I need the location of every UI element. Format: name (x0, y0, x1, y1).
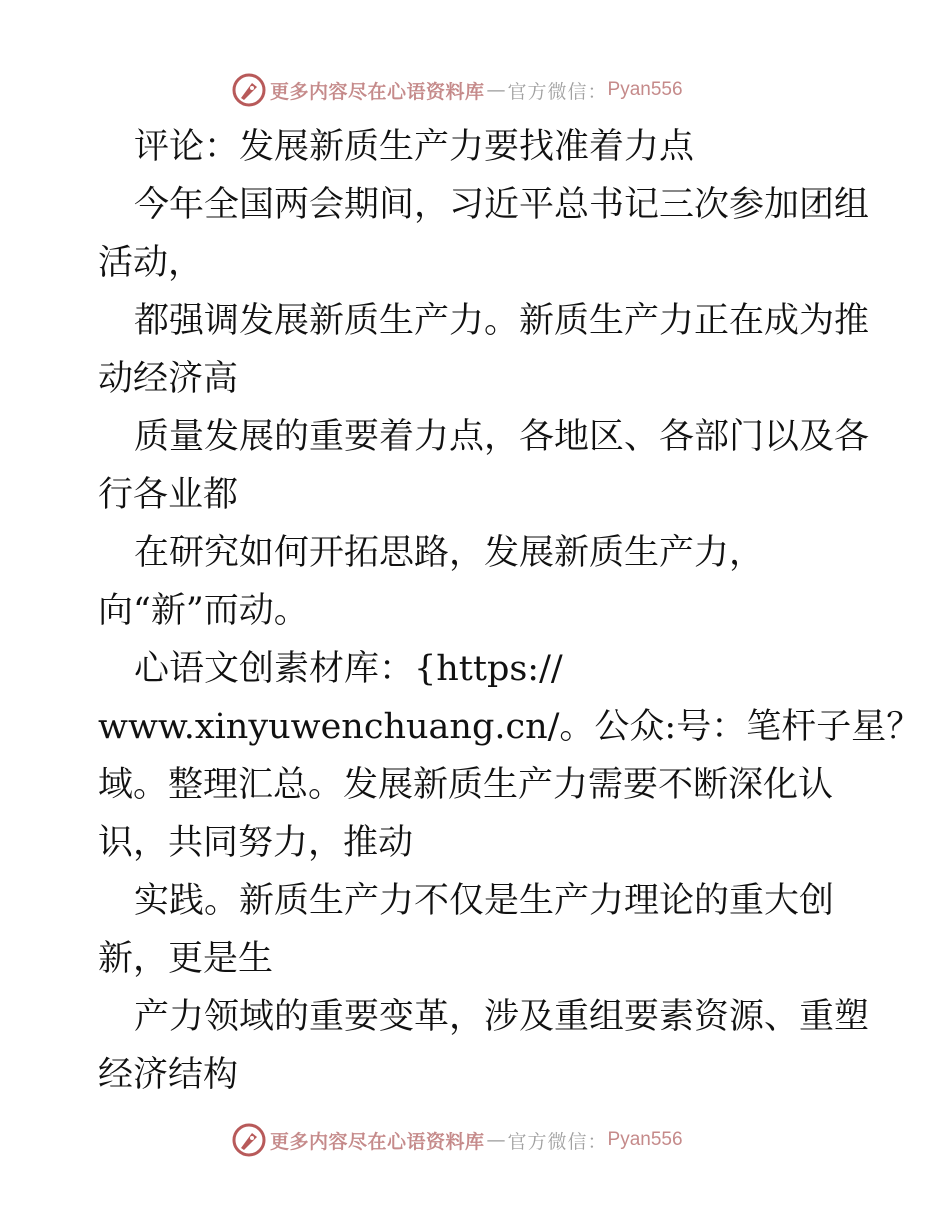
paragraph-line: 产力领域的重要变革，涉及重组要素资源、重塑 (134, 997, 870, 1037)
paragraph-line: 质量发展的重要着力点，各地区、各部门以及各 (134, 417, 870, 457)
paragraph-line: 识，共同努力，推动 (98, 823, 414, 863)
watermark-dash: — (486, 79, 506, 101)
paragraph-line: 今年全国两会期间，习近平总书记三次参加团组 (134, 185, 870, 225)
paragraph-line: 经济结构 (98, 1055, 239, 1095)
paragraph-line: 新，更是生 (98, 939, 274, 979)
watermark-wechat-id: Pyan556 (607, 79, 683, 100)
pen-nib-logo-icon (232, 1123, 266, 1157)
paragraph-line: 域。整理汇总。发展新质生产力需要不断深化认 (98, 765, 834, 805)
paragraph-line: 行各业都 (98, 475, 239, 515)
paragraph-line: www.xinyuwenchuang.cn/。公众:号：笔杆子星？ (98, 707, 922, 747)
watermark-wechat-label: 官方微信： (507, 80, 608, 103)
header-watermark (232, 72, 683, 108)
watermark-wechat-id: Pyan556 (607, 1129, 683, 1150)
watermark-text: 更多内容尽在心语资料库 (270, 80, 485, 103)
footer-watermark (232, 1122, 683, 1158)
paragraph-line: 活动， (98, 243, 204, 283)
watermark-text: 更多内容尽在心语资料库 (270, 1130, 485, 1153)
paragraph-line: 都强调发展新质生产力。新质生产力正在成为推 (134, 301, 870, 341)
paragraph-line: 实践。新质生产力不仅是生产力理论的重大创 (134, 881, 835, 921)
paragraph-line: 在研究如何开拓思路，发展新质生产力， (134, 533, 765, 573)
watermark-dash: — (486, 1129, 506, 1151)
paragraph-line: 动经济高 (98, 359, 239, 399)
paragraph-line: 向“新”而动。 (98, 591, 309, 631)
paragraph-line: 心语文创素材库：{https:// (134, 649, 563, 689)
watermark-wechat-label: 官方微信： (507, 1130, 608, 1153)
pen-nib-logo-icon (232, 73, 266, 107)
document-title: 评论：发展新质生产力要找准着力点 (134, 127, 695, 167)
